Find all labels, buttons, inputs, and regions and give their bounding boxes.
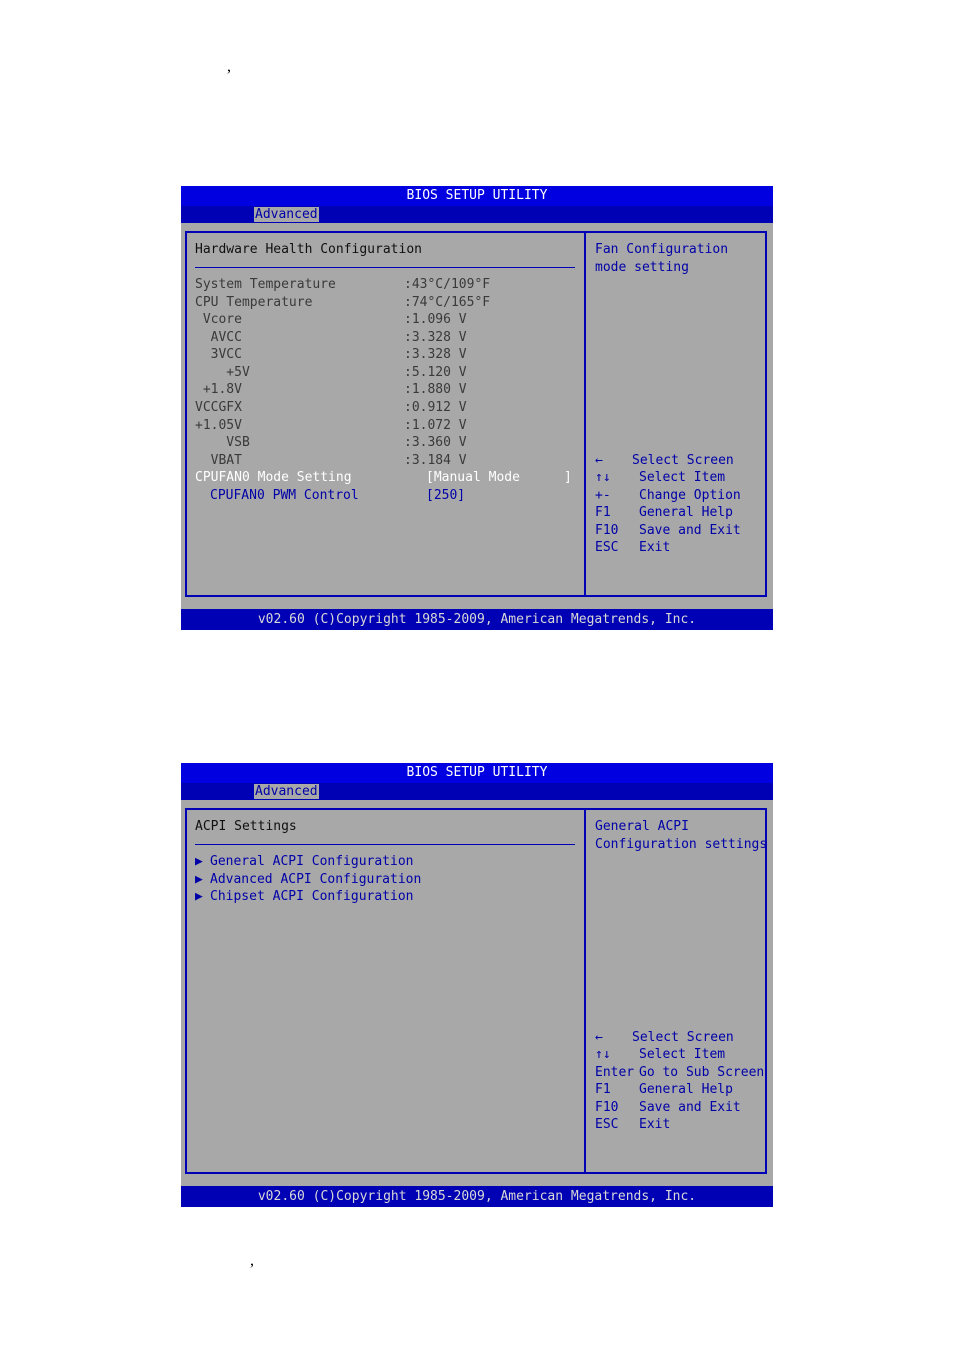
sensor-label: +1.8V (195, 382, 242, 397)
sensor-label: System Temperature (195, 277, 336, 292)
key-action: Save and Exit (639, 523, 741, 538)
sensor-value: :3.328 V (404, 347, 467, 362)
key-label: F10 (595, 1100, 619, 1115)
key-label: F1 (595, 1082, 611, 1097)
key-label: +- (595, 488, 611, 503)
panel-divider (584, 808, 586, 1174)
triangle-right-icon: ▶ (195, 854, 203, 869)
bios-title-bar: BIOS SETUP UTILITY (181, 763, 773, 783)
sensor-value: :3.184 V (404, 453, 467, 468)
heading-underline (195, 267, 575, 268)
sensor-value: :3.360 V (404, 435, 467, 450)
sensor-value: :3.328 V (404, 330, 467, 345)
sensor-value: :43°C/109°F (404, 277, 491, 292)
key-up-down-arrows-icon: ↑↓ (595, 470, 611, 485)
sensor-label: +1.05V (195, 418, 242, 433)
cpufan-pwm-value: [250] (426, 488, 466, 503)
page-heading: ACPI Settings (195, 819, 297, 834)
key-action: Select Screen (632, 1030, 734, 1045)
sensor-label: 3VCC (195, 347, 242, 362)
bios-screen-hardware-health (181, 186, 773, 630)
menu-item-label: Chipset ACPI Configuration (210, 889, 414, 904)
key-action: Exit (639, 1117, 671, 1132)
key-label: ESC (595, 540, 619, 555)
cpufan-pwm-label: CPUFAN0 PWM Control (210, 488, 359, 503)
sensor-value: :74°C/165°F (404, 295, 491, 310)
menu-item-label: General ACPI Configuration (210, 854, 414, 869)
comma-mark-top: , (227, 58, 231, 75)
menu-item-label: Advanced ACPI Configuration (210, 872, 422, 887)
bios-body (181, 800, 773, 1186)
triangle-right-icon: ▶ (195, 889, 203, 904)
sensor-label: AVCC (195, 330, 242, 345)
cpufan-mode-bracket: ] (564, 470, 572, 485)
sensor-value: :1.880 V (404, 382, 467, 397)
comma-mark-bottom: , (250, 1252, 254, 1269)
key-label: ESC (595, 1117, 619, 1132)
sensor-value: :1.096 V (404, 312, 467, 327)
key-action: Select Item (639, 470, 726, 485)
sensor-value: :1.072 V (404, 418, 467, 433)
key-up-down-arrows-icon: ↑↓ (595, 1047, 611, 1062)
key-action: Select Item (639, 1047, 726, 1062)
panel-divider (584, 231, 586, 597)
triangle-right-icon: ▶ (195, 872, 203, 887)
bios-screen-acpi-settings (181, 763, 773, 1207)
help-text-line: Configuration settings (595, 837, 768, 852)
bios-body (181, 223, 773, 609)
tab-bar (181, 206, 773, 223)
sensor-label: VCCGFX (195, 400, 242, 415)
sensor-label: VBAT (195, 453, 242, 468)
key-action: General Help (639, 1082, 733, 1097)
key-left-arrow-icon: ← (595, 453, 603, 468)
key-label: Enter (595, 1065, 635, 1080)
cpufan-mode-value: [Manual Mode (426, 470, 520, 485)
key-action: Change Option (639, 488, 741, 503)
key-action: Go to Sub Screen (639, 1065, 765, 1080)
sensor-label: CPU Temperature (195, 295, 313, 310)
key-action: Select Screen (632, 453, 734, 468)
key-action: Save and Exit (639, 1100, 741, 1115)
cpufan-mode-label: CPUFAN0 Mode Setting (195, 470, 352, 485)
tab-advanced[interactable]: Advanced (255, 784, 318, 799)
key-action: Exit (639, 540, 671, 555)
help-text-line: General ACPI (595, 819, 689, 834)
key-label: F1 (595, 505, 611, 520)
sensor-label: Vcore (195, 312, 242, 327)
sensor-label: +5V (195, 365, 250, 380)
bios-title-bar: BIOS SETUP UTILITY (181, 186, 773, 206)
heading-underline (195, 844, 575, 845)
tab-advanced[interactable]: Advanced (255, 207, 318, 222)
tab-bar (181, 783, 773, 800)
sensor-value: :0.912 V (404, 400, 467, 415)
sensor-value: :5.120 V (404, 365, 467, 380)
help-text-line: mode setting (595, 260, 689, 275)
page-heading: Hardware Health Configuration (195, 242, 422, 257)
copyright-footer: v02.60 (C)Copyright 1985-2009, American Megatrends, Inc. (181, 609, 773, 630)
key-action: General Help (639, 505, 733, 520)
help-text-line: Fan Configuration (595, 242, 729, 257)
key-label: F10 (595, 523, 619, 538)
key-left-arrow-icon: ← (595, 1030, 603, 1045)
sensor-label: VSB (195, 435, 250, 450)
copyright-footer: v02.60 (C)Copyright 1985-2009, American Megatrends, Inc. (181, 1186, 773, 1207)
